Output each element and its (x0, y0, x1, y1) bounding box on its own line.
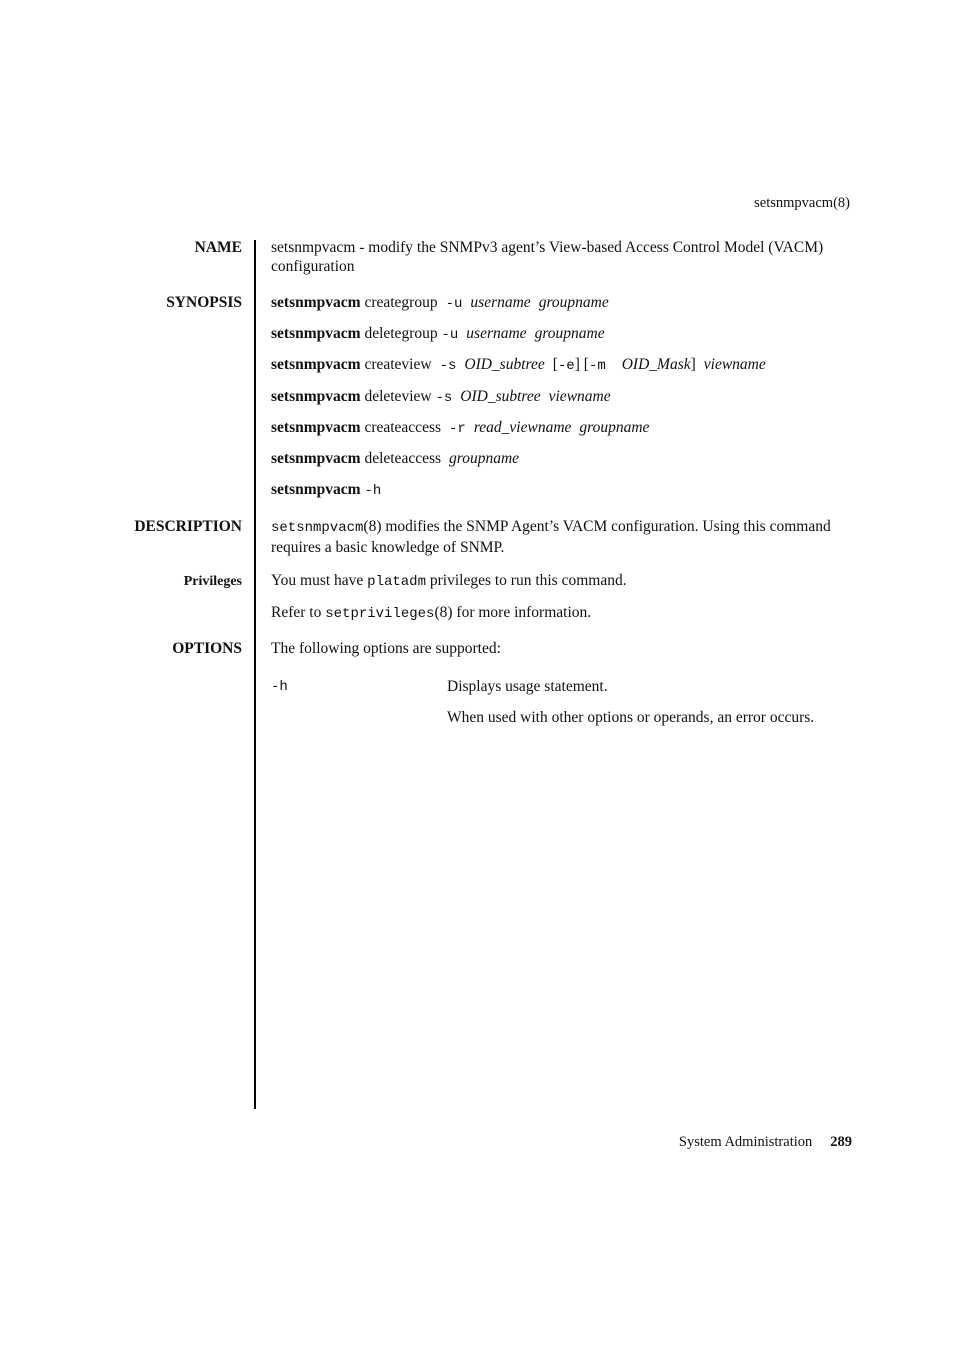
options-intro: The following options are supported: (271, 640, 501, 657)
section-label-description: DESCRIPTION (134, 518, 242, 535)
synopsis-line: setsnmpvacm creategroup -u username groupname (271, 294, 609, 312)
running-head: setsnmpvacm(8) (754, 195, 850, 211)
description-text: setsnmpvacm(8) modifies the SNMP Agent’s VACM configuration. Using this command requires a basic knowledge of SNMP. (271, 518, 831, 556)
privileges-line: You must have platadm privileges to run this command. (271, 572, 627, 590)
synopsis-line: setsnmpvacm -h (271, 481, 382, 499)
section-label-options: OPTIONS (172, 640, 242, 657)
page-number: 289 (830, 1134, 852, 1150)
synopsis-line: setsnmpvacm deleteaccess groupname (271, 450, 520, 467)
synopsis-line: setsnmpvacm createaccess -r read_viewname groupname (271, 419, 650, 437)
option-flag: -h (271, 679, 288, 695)
subsection-label-privileges: Privileges (183, 574, 242, 589)
vertical-rule (254, 240, 256, 1109)
synopsis-line: setsnmpvacm deletegroup -u username groupname (271, 325, 605, 343)
section-label-name: NAME (194, 239, 242, 256)
privileges-line: Refer to setprivileges(8) for more information. (271, 604, 592, 622)
synopsis-line: setsnmpvacm createview -s OID_subtree [-e] [-m OID_Mask] viewname (271, 356, 766, 374)
option-description: Displays usage statement. (447, 678, 608, 695)
option-description: When used with other options or operands, an error occurs. (447, 709, 815, 726)
section-label-synopsis: SYNOPSIS (166, 294, 242, 311)
name-text: setsnmpvacm - modify the SNMPv3 agent’s View-based Access Control Model (VACM) configuration (271, 239, 824, 275)
synopsis-line: setsnmpvacm deleteview -s OID_subtree viewname (271, 388, 611, 406)
page-footer (679, 1133, 852, 1152)
footer-section-title: System Administration (678, 1134, 813, 1150)
